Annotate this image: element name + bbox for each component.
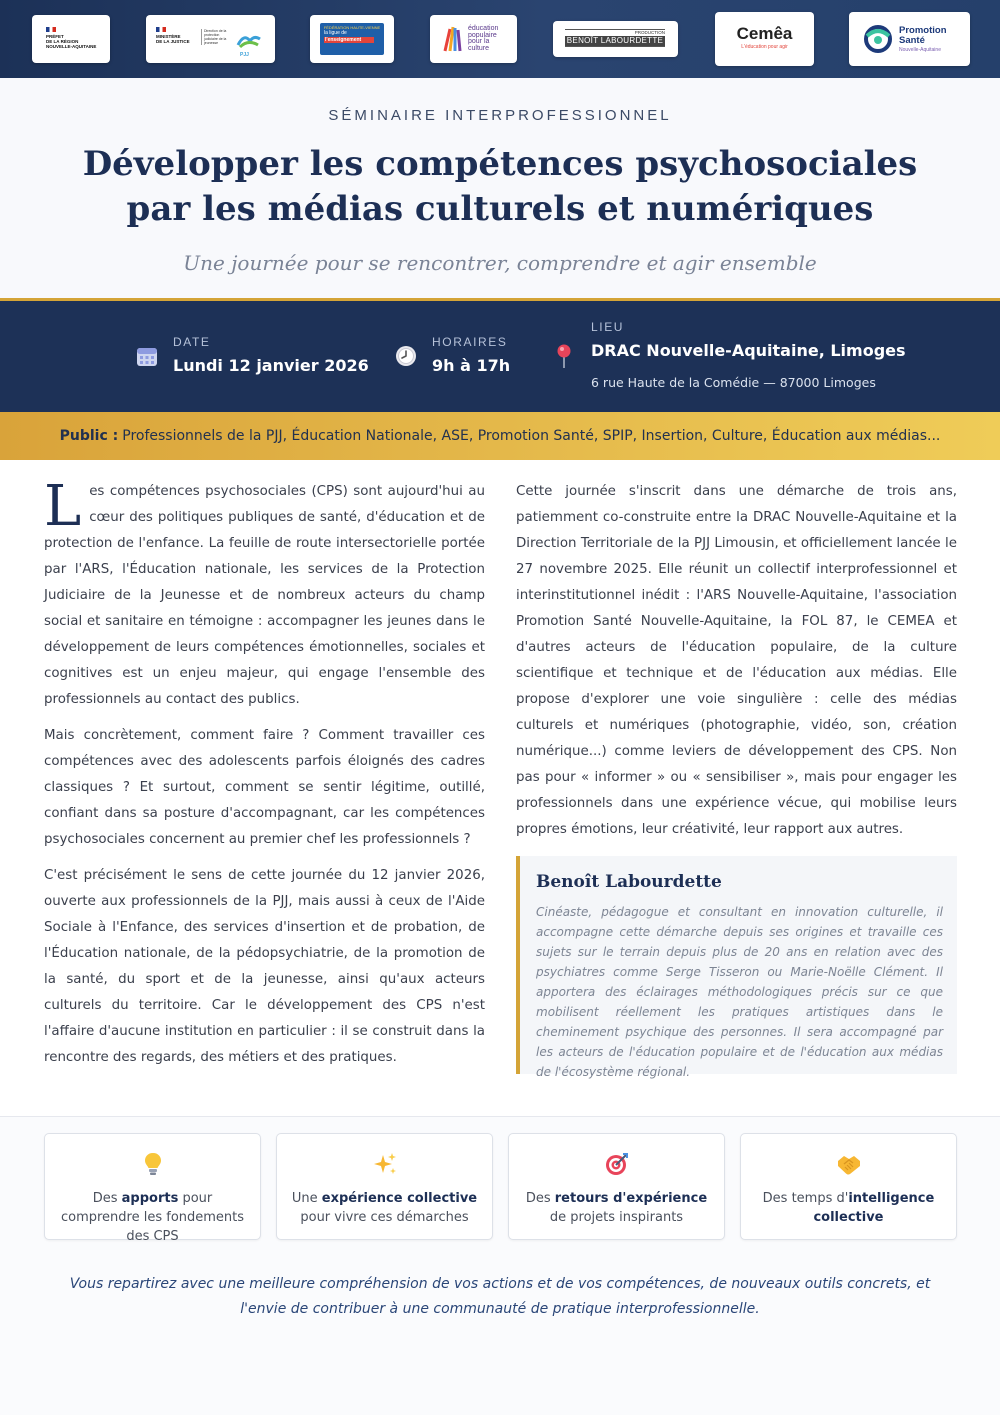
page-title: Développer les compétences psychosociales par les médias culturels et numériques	[82, 144, 918, 229]
benefit-card-retours	[508, 1133, 725, 1240]
date-value: Lundi 12 janvier 2026	[173, 356, 369, 375]
sparkles-icon	[373, 1152, 397, 1176]
paragraph-2: Mais concrètement, comment faire ? Comment travailler ces compétences avec des adolescents parfois éloignés des cadres classiques ? Et surtout, comment se sentir légitime, outillé, confiant dans sa posture d'accompagnant, car les compétences psychosociales concernent au premier chef les professionnels ?	[44, 728, 485, 847]
speaker-box	[516, 856, 957, 1079]
benefit-text: Des apports pour comprendre les fondements des CPS	[60, 1191, 245, 1244]
pjj-icon	[236, 31, 262, 51]
event-type: SÉMINAIRE INTERPROFESSIONNEL	[328, 107, 672, 124]
intro-column-left	[44, 474, 485, 1081]
section-divider	[0, 1116, 1000, 1117]
education-populaire-logo: éducation populaire pour la culture	[430, 15, 517, 63]
justice-ministry-logo: MINISTÈRE DE LA JUSTICE Direction de la protection judiciaire de la jeunesse PJJ	[146, 15, 275, 63]
partner-logo-band	[0, 0, 1000, 78]
speaker-bio: Cinéaste, pédagogue et consultant en innovation culturelle, il accompagne cette démarche depuis ses origines et travaille ces sujets sur le terrain depuis plus de 20 ans en relation avec des psychiatres comme Serge Tisseron ou Marie-Noëlle Clément. Il apportera des éclairages méthodologiques précis sur ce que mobilisent réellement les pratiques artistiques dans le cheminement psychique des personnes. Il sera accompagné par les acteurs de l'éducation populaire et de l'éducation aux médias de l'écosystème régional.	[536, 905, 943, 1079]
benefit-card-intelligence	[740, 1133, 957, 1240]
benefit-text: Une expérience collective pour vivre ces démarches	[291, 1191, 478, 1225]
event-info-band	[0, 301, 1000, 412]
hours-label: HORAIRES	[432, 335, 508, 349]
closing-statement: Vous repartirez avec une meilleure compréhension de vos actions et de vos compétences, de nouveaux outils concrets, et l'envie de contribuer à une communauté de pratique interprofessionnelle.	[69, 1276, 931, 1317]
benefit-text: Des temps d'intelligence collective	[762, 1191, 935, 1225]
hours-value: 9h à 17h	[432, 356, 511, 375]
audience-text: Professionnels de la PJJ, Éducation Nationale, ASE, Promotion Santé, SPIP, Insertion, Culture, Éducation aux médias...	[122, 428, 941, 444]
pencils-icon	[442, 25, 464, 53]
place-address: 6 rue Haute de la Comédie — 87000 Limoges	[591, 375, 876, 390]
swirl-icon	[863, 24, 893, 54]
calendar-icon	[136, 345, 158, 367]
clock-icon	[395, 345, 417, 367]
pin-icon	[555, 343, 573, 369]
paragraph-1: Les compétences psychosociales (CPS) sont aujourd'hui au cœur des politiques publiques de santé, d'éducation et de protection de l'enfance. La feuille de route intersectorielle portée par l'ARS, l'Éducation nationale, les services de la Protection Judiciaire de la Jeunesse et de nombreux acteurs du champ social et sanitaire en témoigne : accompagner les jeunes dans le développement de leurs compétences émotionnelles, sociales et cognitives est un enjeu majeur, qui engage l'ensemble des professionnels au contact des publics.	[44, 474, 485, 707]
benefit-text: Des retours d'expérience de projets inspirants	[525, 1191, 708, 1225]
ligue-enseignement-logo: FÉDÉRATION HAUTE-VIENNE la ligue de l'enseignement	[310, 15, 394, 63]
speaker-name: Benoît Labourdette	[536, 872, 722, 892]
paragraph-4: Cette journée s'inscrit dans une démarche de trois ans, patiemment co-construite entre la DRAC Nouvelle-Aquitaine et la Direction Territoriale de la PJJ Limousin, et officiellement lancée le 27 novembre 2025. Elle réunit un collectif interprofessionnel et interinstitutionnel inédit : l'ARS Nouvelle-Aquitaine, l'association Promotion Santé Nouvelle-Aquitaine, la FOL 87, le CEMEA et d'autres acteurs de l'éducation populaire, de la culture scientifique et technique et de l'éducation aux médias. Elle propose d'explorer une voie singulière : celle des médias culturels et numériques (photographie, vidéo, son, création numérique...) comme leviers de développement des CPS. Non pas pour « informer » ou « sensibiliser », mais pour engager les professionnels dans une expérience vécue, qui mobilise leurs propres émotions, leur créativité, leur rapport aux autres.	[516, 484, 957, 837]
place-label: LIEU	[591, 320, 625, 334]
benoit-labourdette-logo: PRODUCTION BENOÎT LABOURDETTE	[553, 21, 678, 57]
handshake-icon	[836, 1152, 862, 1176]
date-label: DATE	[173, 335, 211, 349]
promotion-sante-logo: Promotion Santé Nouvelle-Aquitaine	[849, 12, 970, 66]
page-subtitle: Une journée pour se rencontrer, comprendre et agir ensemble	[183, 251, 817, 275]
drop-cap: L	[44, 474, 82, 539]
benefit-card-experience	[276, 1133, 493, 1240]
lightbulb-icon	[143, 1152, 163, 1176]
paragraph-3: C'est précisément le sens de cette journée du 12 janvier 2026, ouverte aux professionnels de la PJJ, mais aussi à ceux de l'Aide Sociale à l'Enfance, des services d'insertion et de probation, de l'Éducation nationale, de la pédopsychiatrie, de la promotion de la santé, du sport et de la jeunesse, ainsi qu'aux acteurs culturels du territoire. Car le développement des CPS n'est l'affaire d'aucune institution en particulier : il se construit dans la rencontre des regards, des métiers et des pratiques.	[44, 868, 485, 1065]
cemea-logo: Cemêa L'éducation pour agir	[715, 12, 814, 66]
intro-column-right	[516, 479, 957, 853]
prefet-logo: PRÉFET DE LA RÉGION NOUVELLE-AQUITAINE	[32, 15, 110, 63]
audience-label: Public :	[59, 428, 119, 444]
place-value: DRAC Nouvelle-Aquitaine, Limoges	[591, 341, 906, 360]
target-icon	[605, 1152, 629, 1176]
audience-band	[0, 412, 1000, 460]
benefit-card-apports	[44, 1133, 261, 1244]
